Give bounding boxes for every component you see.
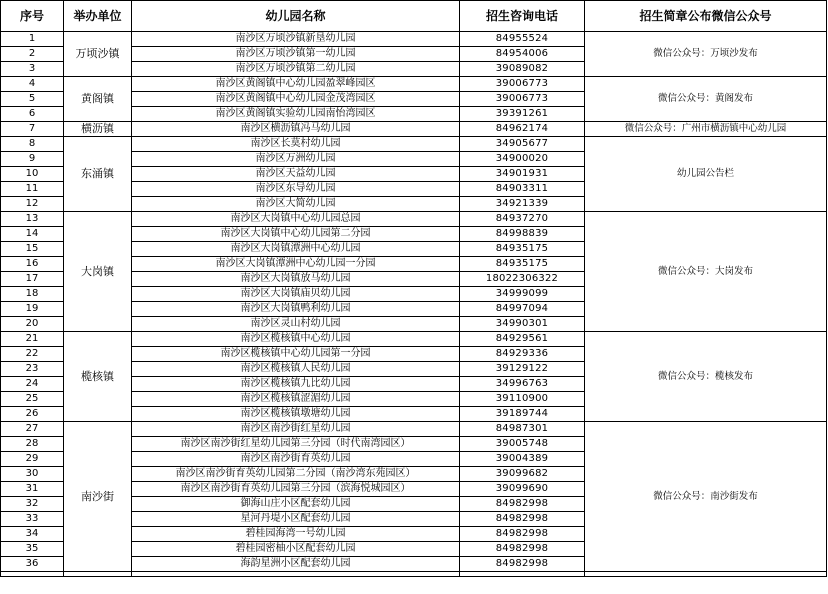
- row-number: 15: [1, 242, 64, 257]
- enrollment-phone: 84935175: [460, 242, 585, 257]
- row-number: 32: [1, 497, 64, 512]
- row-number: 18: [1, 287, 64, 302]
- row-number: 21: [1, 332, 64, 347]
- table-row: [1, 77, 827, 92]
- header-row: [1, 1, 827, 32]
- enrollment-phone: 18022306322: [460, 272, 585, 287]
- enrollment-phone: 84903311: [460, 182, 585, 197]
- row-number: 8: [1, 137, 64, 152]
- kindergarten-name: 南沙区大岗镇中心幼儿园总园: [132, 212, 460, 227]
- kindergarten-name: 南沙区大岗镇潭洲中心幼儿园: [132, 242, 460, 257]
- row-number: 20: [1, 317, 64, 332]
- row-number: 14: [1, 227, 64, 242]
- enrollment-phone: 39099690: [460, 482, 585, 497]
- enrollment-phone: 39006773: [460, 92, 585, 107]
- cutoff-cell: [460, 572, 585, 577]
- row-number: 12: [1, 197, 64, 212]
- enrollment-phone: 34900020: [460, 152, 585, 167]
- kindergarten-name: 南沙区南沙街育英幼儿园: [132, 452, 460, 467]
- wechat-publish-account: 微信公众号：广州市横沥镇中心幼儿园: [585, 122, 827, 137]
- header-name: 幼儿园名称: [132, 1, 460, 32]
- organizer-unit: 南沙街: [64, 422, 132, 572]
- row-number: 6: [1, 107, 64, 122]
- kindergarten-name: 南沙区万顷沙镇第二幼儿园: [132, 62, 460, 77]
- organizer-unit: 东涌镇: [64, 137, 132, 212]
- table-row: [1, 332, 827, 347]
- row-number: 11: [1, 182, 64, 197]
- kindergarten-name: 南沙区大简幼儿园: [132, 197, 460, 212]
- kindergarten-name: 南沙区灵山村幼儿园: [132, 317, 460, 332]
- enrollment-phone: 39099682: [460, 467, 585, 482]
- table-row: [1, 137, 827, 152]
- row-number: 17: [1, 272, 64, 287]
- enrollment-phone: 84982998: [460, 512, 585, 527]
- header-no: 序号: [1, 1, 64, 32]
- cutoff-cell: [1, 572, 64, 577]
- enrollment-phone: 84955524: [460, 32, 585, 47]
- organizer-unit: 大岗镇: [64, 212, 132, 332]
- kindergarten-name: 南沙区大岗镇中心幼儿园第二分园: [132, 227, 460, 242]
- enrollment-phone: 84982998: [460, 557, 585, 572]
- organizer-unit: 横沥镇: [64, 122, 132, 137]
- cutoff-cell: [585, 572, 827, 577]
- row-number: 23: [1, 362, 64, 377]
- kindergarten-name: 海韵星洲小区配套幼儿园: [132, 557, 460, 572]
- kindergarten-name: 南沙区榄核镇九比幼儿园: [132, 377, 460, 392]
- enrollment-phone: 84998839: [460, 227, 585, 242]
- table-row: [1, 32, 827, 47]
- kindergarten-name: 南沙区南沙街育英幼儿园第二分园（南沙湾东苑园区）: [132, 467, 460, 482]
- row-number: 35: [1, 542, 64, 557]
- kindergarten-name: 星河丹堤小区配套幼儿园: [132, 512, 460, 527]
- wechat-publish-account: 幼儿园公告栏: [585, 137, 827, 212]
- table-body: [1, 32, 827, 577]
- row-number: 26: [1, 407, 64, 422]
- enrollment-phone: 84987301: [460, 422, 585, 437]
- kindergarten-name: 南沙区万顷沙镇新垦幼儿园: [132, 32, 460, 47]
- table-row-cutoff: [1, 572, 827, 577]
- enrollment-phone: 39006773: [460, 77, 585, 92]
- row-number: 29: [1, 452, 64, 467]
- table-row: [1, 122, 827, 137]
- row-number: 34: [1, 527, 64, 542]
- wechat-publish-account: 微信公众号：大岗发布: [585, 212, 827, 332]
- enrollment-phone: 34999099: [460, 287, 585, 302]
- enrollment-phone: 84954006: [460, 47, 585, 62]
- header-unit: 举办单位: [64, 1, 132, 32]
- row-number: 25: [1, 392, 64, 407]
- kindergarten-name: 南沙区南沙街红星幼儿园第三分园（时代南湾园区）: [132, 437, 460, 452]
- row-number: 2: [1, 47, 64, 62]
- row-number: 24: [1, 377, 64, 392]
- wechat-publish-account: 微信公众号：黄阁发布: [585, 77, 827, 122]
- cutoff-cell: [64, 572, 132, 577]
- organizer-unit: 万顷沙镇: [64, 32, 132, 77]
- enrollment-phone: 84929336: [460, 347, 585, 362]
- kindergarten-name: 南沙区南沙街红星幼儿园: [132, 422, 460, 437]
- row-number: 30: [1, 467, 64, 482]
- enrollment-phone: 39110900: [460, 392, 585, 407]
- organizer-unit: 黄阁镇: [64, 77, 132, 122]
- row-number: 22: [1, 347, 64, 362]
- enrollment-phone: 84982998: [460, 527, 585, 542]
- kindergarten-name: 南沙区大岗镇放马幼儿园: [132, 272, 460, 287]
- row-number: 31: [1, 482, 64, 497]
- kindergarten-name: 南沙区横沥镇冯马幼儿园: [132, 122, 460, 137]
- kindergarten-name: 南沙区万洲幼儿园: [132, 152, 460, 167]
- enrollment-phone: 84937270: [460, 212, 585, 227]
- table-row: [1, 422, 827, 437]
- row-number: 3: [1, 62, 64, 77]
- kindergarten-name: 南沙区大岗镇鸭利幼儿园: [132, 302, 460, 317]
- enrollment-phone: 84982998: [460, 497, 585, 512]
- enrollment-phone: 34901931: [460, 167, 585, 182]
- kindergarten-name: 碧桂园密柚小区配套幼儿园: [132, 542, 460, 557]
- kindergarten-name: 南沙区榄核镇中心幼儿园: [132, 332, 460, 347]
- row-number: 10: [1, 167, 64, 182]
- enrollment-phone: 84929561: [460, 332, 585, 347]
- header-publish: 招生简章公布微信公众号: [585, 1, 827, 32]
- row-number: 4: [1, 77, 64, 92]
- kindergarten-name: 南沙区南沙街育英幼儿园第三分园（滨海悦城园区）: [132, 482, 460, 497]
- enrollment-phone: 84962174: [460, 122, 585, 137]
- row-number: 36: [1, 557, 64, 572]
- kindergarten-name: 南沙区长莫村幼儿园: [132, 137, 460, 152]
- wechat-publish-account: 微信公众号：南沙街发布: [585, 422, 827, 572]
- enrollment-phone: 34921339: [460, 197, 585, 212]
- enrollment-phone: 39391261: [460, 107, 585, 122]
- kindergarten-name: 南沙区大岗镇潭洲中心幼儿园一分园: [132, 257, 460, 272]
- enrollment-phone: 39004389: [460, 452, 585, 467]
- kindergarten-name: 南沙区黄阁镇中心幼儿园金茂湾园区: [132, 92, 460, 107]
- enrollment-phone: 34996763: [460, 377, 585, 392]
- kindergarten-name: 南沙区天益幼儿园: [132, 167, 460, 182]
- kindergarten-name: 南沙区黄阁镇中心幼儿园盈翠峰园区: [132, 77, 460, 92]
- enrollment-phone: 39189744: [460, 407, 585, 422]
- kindergarten-name: 南沙区万顷沙镇第一幼儿园: [132, 47, 460, 62]
- enrollment-phone: 34905677: [460, 137, 585, 152]
- row-number: 33: [1, 512, 64, 527]
- header-phone: 招生咨询电话: [460, 1, 585, 32]
- row-number: 16: [1, 257, 64, 272]
- row-number: 13: [1, 212, 64, 227]
- enrollment-phone: 84982998: [460, 542, 585, 557]
- enrollment-phone: 39089082: [460, 62, 585, 77]
- wechat-publish-account: 微信公众号：榄核发布: [585, 332, 827, 422]
- kindergarten-name: 南沙区榄核镇墩塘幼儿园: [132, 407, 460, 422]
- kindergarten-name: 南沙区大岗镇庙贝幼儿园: [132, 287, 460, 302]
- kindergarten-name: 御海山庄小区配套幼儿园: [132, 497, 460, 512]
- cutoff-cell: [132, 572, 460, 577]
- kindergarten-name: 南沙区榄核镇人民幼儿园: [132, 362, 460, 377]
- wechat-publish-account: 微信公众号：万顷沙发布: [585, 32, 827, 77]
- kindergarten-name: 南沙区榄核镇中心幼儿园第一分园: [132, 347, 460, 362]
- table-row: [1, 212, 827, 227]
- enrollment-phone: 34990301: [460, 317, 585, 332]
- organizer-unit: 榄核镇: [64, 332, 132, 422]
- enrollment-phone: 39005748: [460, 437, 585, 452]
- enrollment-phone: 84997094: [460, 302, 585, 317]
- kindergarten-name: 南沙区榄核镇涩湄幼儿园: [132, 392, 460, 407]
- row-number: 5: [1, 92, 64, 107]
- kindergarten-name: 南沙区东导幼儿园: [132, 182, 460, 197]
- row-number: 1: [1, 32, 64, 47]
- kindergarten-name: 南沙区黄阁镇实验幼儿园南怡湾园区: [132, 107, 460, 122]
- enrollment-phone: 84935175: [460, 257, 585, 272]
- row-number: 19: [1, 302, 64, 317]
- row-number: 27: [1, 422, 64, 437]
- row-number: 28: [1, 437, 64, 452]
- row-number: 9: [1, 152, 64, 167]
- kindergarten-name: 碧桂园海湾一号幼儿园: [132, 527, 460, 542]
- enrollment-phone: 39129122: [460, 362, 585, 377]
- row-number: 7: [1, 122, 64, 137]
